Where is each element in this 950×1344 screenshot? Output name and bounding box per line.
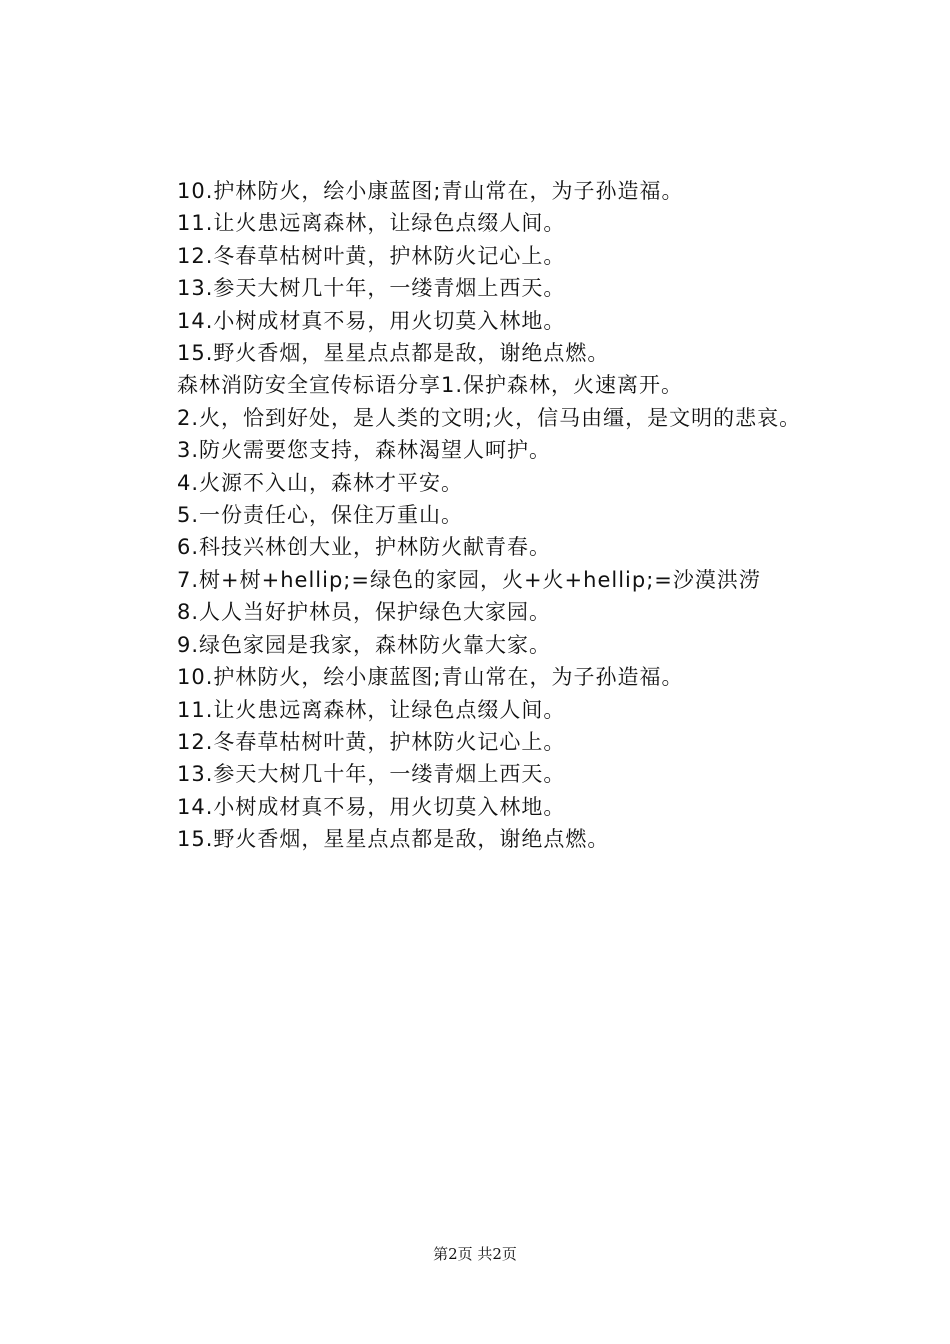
paragraph: 11.让火患远离森林，让绿色点缀人间。 [177,211,566,236]
paragraph: 8.人人当好护林员，保护绿色大家园。 [177,600,552,625]
paragraph: 12.冬春草枯树叶黄，护林防火记心上。 [177,243,566,268]
paragraph: 15.野火香烟，星星点点都是敌，谢绝点燃。 [177,341,610,366]
paragraph: 12.冬春草枯树叶黄，护林防火记心上。 [177,729,566,754]
paragraph: 13.参天大树几十年，一缕青烟上西天。 [177,762,566,787]
paragraph: 14.小树成材真不易，用火切莫入林地。 [177,794,566,819]
paragraph: 13.参天大树几十年，一缕青烟上西天。 [177,276,566,301]
page-footer: 第2页 共2页 [433,1245,517,1263]
paragraph: 4.火源不入山，森林才平安。 [177,470,464,495]
paragraph: 14.小树成材真不易，用火切莫入林地。 [177,308,566,333]
paragraph: 10.护林防火，绘小康蓝图;青山常在，为子孙造福。 [177,179,684,203]
paragraph: 5.一份责任心，保住万重山。 [177,503,464,528]
paragraph: 2.火，恰到好处，是人类的文明;火，信马由缰，是文明的悲哀。 [177,405,802,430]
paragraph: 6.科技兴林创大业，护林防火献青春。 [177,535,552,560]
paragraph: 11.让火患远离森林，让绿色点缀人间。 [177,697,566,722]
paragraph: 9.绿色家园是我家，森林防火靠大家。 [177,632,552,657]
paragraph: 15.野火香烟，星星点点都是敌，谢绝点燃。 [177,827,610,852]
paragraph: 3.防火需要您支持，森林渴望人呵护。 [177,438,552,463]
paragraph: 7.树+树+hellip;=绿色的家园，火+火+hellip;=沙漠洪涝 [177,567,761,592]
document-body [130,175,840,856]
paragraph: 10.护林防火，绘小康蓝图;青山常在，为子孙造福。 [177,665,684,690]
paragraph: 森林消防安全宣传标语分享1.保护森林，火速离开。 [177,373,684,398]
